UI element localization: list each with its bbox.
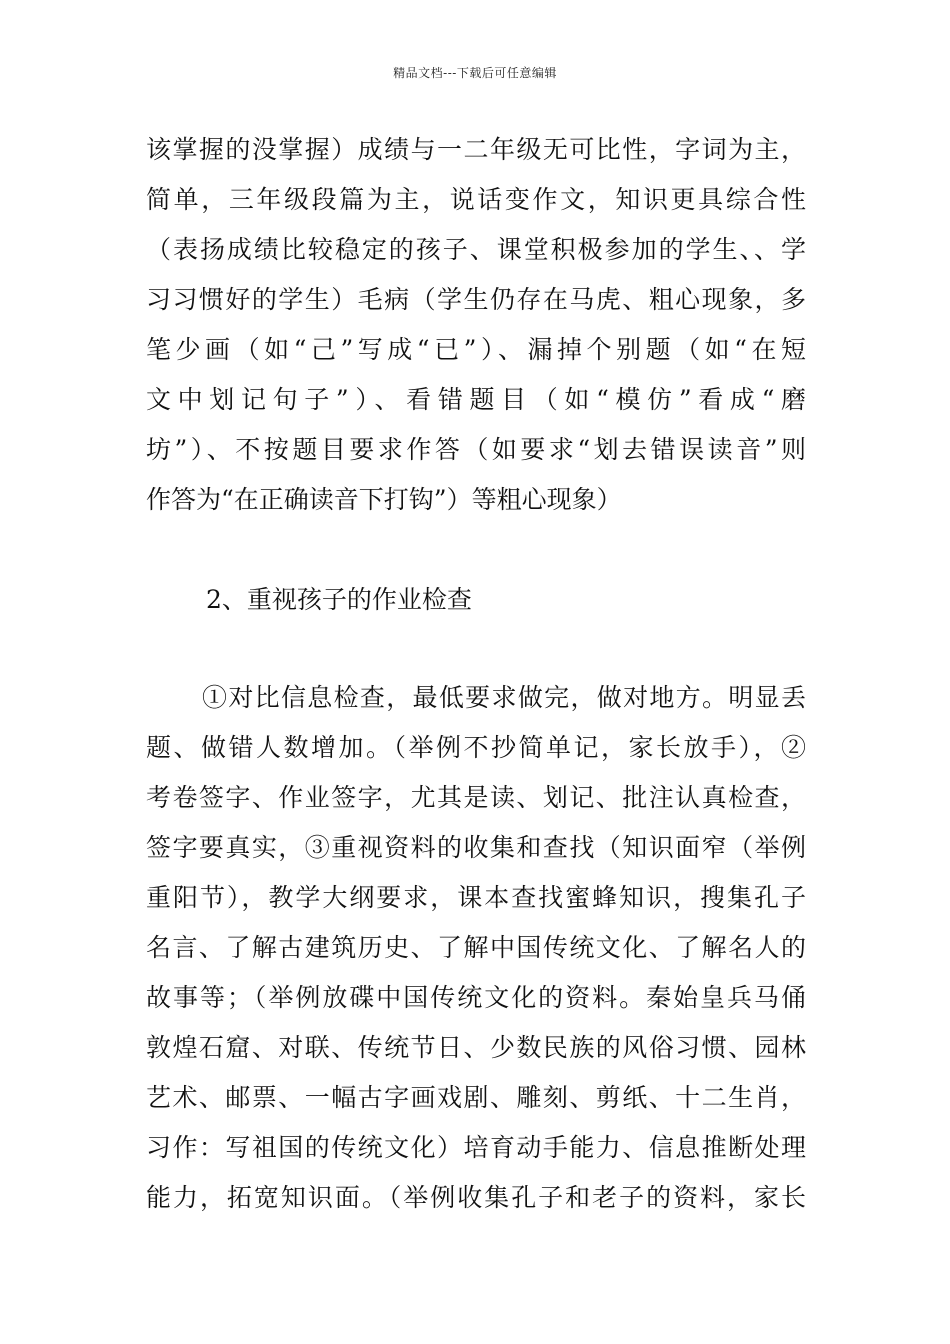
text-line: 能力，拓宽知识面。（举例收集孔子和老子的资料，家长 <box>146 1183 806 1212</box>
text-line: 简单，三年级段篇为主，说话变作文，知识更具综合性 <box>146 185 806 214</box>
text-line: 敦煌石窟、对联、传统节日、少数民族的风俗习惯、园林 <box>146 1033 806 1062</box>
text-line: 故事等；（举例放碟中国传统文化的资料。秦始皇兵马俑 <box>146 983 806 1012</box>
text-line: 笔少画（如“己”写成“已”）、漏掉个别题（如“在短 <box>146 335 806 364</box>
text-line: 文中划记句子”）、看错题目（如“模仿”看成“磨 <box>146 385 806 414</box>
text-line: （表扬成绩比较稳定的孩子、课堂积极参加的学生、、学 <box>146 235 806 264</box>
text-line: 习习惯好的学生）毛病（学生仍存在马虎、粗心现象，多 <box>146 285 806 314</box>
text-line: 该掌握的没掌握）成绩与一二年级无可比性，字词为主， <box>146 135 806 164</box>
text-line: 坊”）、不按题目要求作答（如要求“划去错误读音”则 <box>146 435 806 464</box>
text-line: ①对比信息检查，最低要求做完，做对地方。明显丢 <box>202 683 806 712</box>
text-line: 签字要真实，③重视资料的收集和查找（知识面窄（举例 <box>146 833 806 862</box>
text-line: 考卷签字、作业签字，尤其是读、划记、批注认真检查， <box>146 783 806 812</box>
text-line: 重阳节），教学大纲要求，课本查找蜜蜂知识，搜集孔子 <box>146 883 806 912</box>
page-header-watermark: 精品文档---下载后可任意编辑 <box>393 66 557 80</box>
text-line: 题、做错人数增加。（举例不抄简单记，家长放手），② <box>146 733 806 762</box>
paragraph-homework-check <box>146 673 806 1223</box>
text-line: 名言、了解古建筑历史、了解中国传统文化、了解名人的 <box>146 933 806 962</box>
text-line: 作答为“在正确读音下打钩”）等粗心现象） <box>146 485 622 514</box>
section-heading-text: 2、重视孩子的作业检查 <box>206 585 472 614</box>
paragraph-continued <box>146 125 806 525</box>
text-line: 习作：写祖国的传统文化）培育动手能力、信息推断处理 <box>146 1133 806 1162</box>
section-heading <box>146 575 806 625</box>
text-line: 艺术、邮票、一幅古字画戏剧、雕刻、剪纸、十二生肖， <box>146 1083 806 1112</box>
